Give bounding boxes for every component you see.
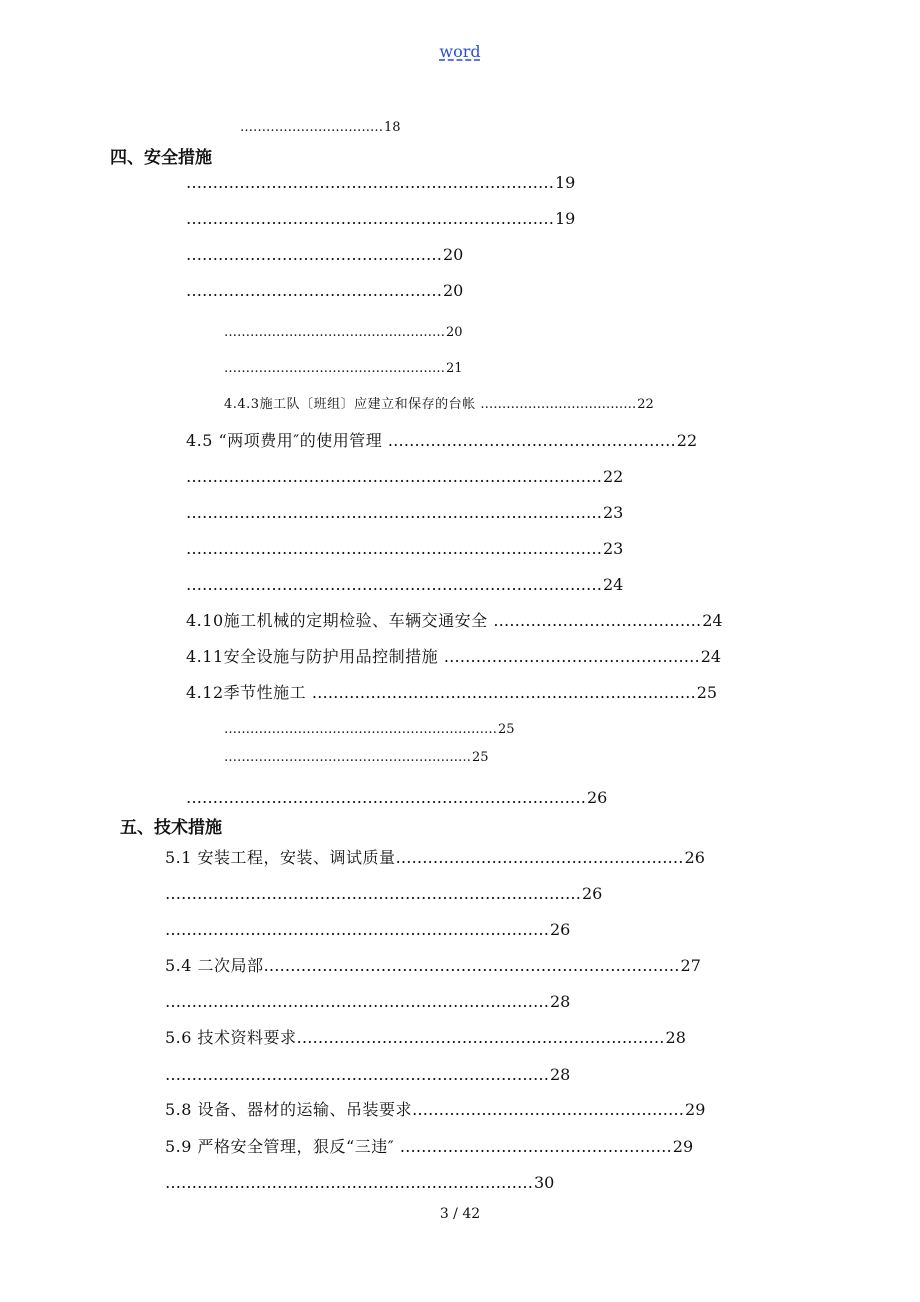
toc-entry-page: 22	[637, 397, 654, 412]
toc-entry[interactable]	[224, 395, 654, 415]
toc-leader-dots: ………………………………………………………………	[165, 920, 549, 939]
toc-entry-page: 23	[603, 503, 624, 522]
toc-entry[interactable]	[186, 173, 575, 193]
toc-entry-label: 4.5 “两项费用″的使用管理	[186, 431, 388, 450]
toc-entry[interactable]	[186, 467, 623, 487]
toc-entry[interactable]	[186, 245, 463, 265]
toc-entry[interactable]	[165, 920, 570, 940]
toc-entry-page: 24	[702, 611, 723, 630]
toc-leader-dots: ………………………………………………………………	[311, 683, 696, 702]
section-heading-technical[interactable]: 五、技术措施	[120, 818, 222, 838]
toc-entry-page: 24	[700, 647, 722, 666]
toc-entry-page: 21	[446, 361, 463, 376]
toc-entry-page: 22	[603, 467, 624, 486]
toc-leader-dots: ……………………………………………………………………	[186, 467, 602, 486]
toc-entry-page: 20	[446, 325, 463, 340]
toc-entry-page: 24	[603, 575, 624, 594]
toc-entry-label: 4.10施工机械的定期检验、车辆交通安全	[186, 611, 494, 630]
toc-entry-page: 19	[555, 209, 576, 228]
toc-entry-page: 26	[582, 884, 603, 903]
toc-entry[interactable]	[224, 720, 515, 740]
toc-entry[interactable]	[224, 359, 463, 379]
toc-entry-page: 20	[443, 281, 464, 300]
toc-leader-dots: ………………………………………………………………	[165, 992, 549, 1011]
toc-entry[interactable]	[186, 209, 575, 229]
toc-leader-dots: ……………………………………………………………	[165, 1173, 533, 1192]
toc-entry[interactable]	[165, 992, 570, 1012]
toc-entry-label: 4.4.3施工队〔班组〕应建立和保存的台帐	[224, 397, 481, 412]
toc-entry-page: 22	[676, 431, 698, 450]
toc-entry-page: 25	[472, 750, 489, 765]
toc-entry[interactable]	[186, 575, 623, 595]
toc-entry[interactable]	[165, 1028, 686, 1048]
header-word-link[interactable]: word	[439, 42, 481, 61]
toc-leader-dots: ………………………………………………	[395, 848, 684, 867]
toc-leader-dots: ……………………………………………………………………	[186, 539, 602, 558]
toc-entry[interactable]	[165, 884, 602, 904]
toc-entry[interactable]	[186, 281, 463, 301]
toc-entry[interactable]	[186, 611, 723, 631]
toc-entry-page: 28	[550, 992, 571, 1011]
toc-leader-dots: …………………………………………	[186, 245, 442, 264]
toc-entry[interactable]	[165, 956, 701, 976]
toc-entry[interactable]	[186, 539, 623, 559]
toc-entry-page: 23	[603, 539, 624, 558]
toc-entry[interactable]	[186, 788, 607, 808]
toc-leader-dots: ………………………………………………………………	[165, 1065, 549, 1084]
toc-entry-label: 5.6 技术资料要求	[165, 1028, 297, 1047]
toc-entry[interactable]	[165, 1065, 570, 1085]
toc-entry[interactable]	[186, 683, 717, 703]
toc-leader-dots: ……………………………………………………………………	[263, 956, 680, 975]
toc-entry-label: 5.8 设备、器材的运输、吊装要求	[165, 1100, 413, 1119]
toc-entry[interactable]	[186, 503, 623, 523]
toc-leader-dots: ……………………………………………………………	[186, 173, 554, 192]
toc-leader-dots: ……………………………………………………………………	[186, 503, 602, 522]
toc-leader-dots: …………………………………………	[186, 281, 442, 300]
toc-leader-dots: ……………………………………………………………………	[165, 884, 581, 903]
toc-entry[interactable]	[165, 1100, 705, 1120]
toc-entry-page: 26	[550, 920, 571, 939]
toc-leader-dots: …………………………………………………………………	[186, 788, 586, 807]
toc-leader-dots: ………………………………	[480, 397, 637, 412]
toc-leader-dots: ……………………………………………	[224, 325, 445, 340]
toc-entry-page: 18	[384, 120, 401, 135]
page-indicator: 3 / 42	[439, 1206, 481, 1222]
toc-entry-page: 26	[587, 788, 608, 807]
toc-entry-page: 29	[672, 1137, 694, 1156]
toc-entry-page: 29	[685, 1100, 706, 1119]
toc-entry-page: 20	[443, 245, 464, 264]
section-heading-safety[interactable]: 四、安全措施	[110, 148, 212, 168]
toc-leader-dots: ……………………………………………	[224, 361, 445, 376]
toc-entry-page: 27	[680, 956, 701, 975]
toc-leader-dots: ……………………………………………………………	[186, 209, 554, 228]
toc-entry[interactable]	[165, 1173, 554, 1193]
toc-leader-dots: ……………………………………………	[412, 1100, 685, 1119]
toc-entry-page: 28	[665, 1028, 686, 1047]
toc-entry-label: 4.11安全设施与防护用品控制措施	[186, 647, 444, 666]
toc-entry-page: 30	[534, 1173, 555, 1192]
toc-leader-dots: ……………………………………………………………	[296, 1028, 665, 1047]
toc-entry-label: 5.4 二次局部	[165, 956, 264, 975]
toc-entry-page: 25	[498, 722, 515, 737]
toc-entry[interactable]	[186, 647, 721, 667]
toc-entry[interactable]	[224, 323, 463, 343]
toc-entry-page: 28	[550, 1065, 571, 1084]
toc-entry-label: 5.1 安装工程，安装、调试质量	[165, 848, 396, 867]
toc-leader-dots: ………………………………………………	[387, 431, 676, 450]
toc-entry-page: 25	[696, 683, 718, 702]
toc-leader-dots: ……………………………	[240, 120, 383, 135]
toc-leader-dots: ………………………………………………………	[224, 722, 497, 737]
toc-entry[interactable]	[186, 431, 697, 451]
toc-leader-dots: …………………………………	[493, 611, 702, 630]
toc-entry-page: 19	[555, 173, 576, 192]
toc-leader-dots: …………………………………………	[443, 647, 700, 666]
toc-leader-dots: ……………………………………………	[399, 1137, 672, 1156]
toc-entry-page: 26	[684, 848, 705, 867]
toc-entry[interactable]	[240, 118, 401, 138]
toc-entry[interactable]	[165, 848, 705, 868]
toc-entry[interactable]	[224, 748, 489, 768]
toc-entry-label: 4.12季节性施工	[186, 683, 312, 702]
toc-leader-dots: ……………………………………………………………………	[186, 575, 602, 594]
toc-leader-dots: …………………………………………………	[224, 750, 471, 765]
toc-entry-label: 5.9 严格安全管理，狠反“三违″	[165, 1137, 400, 1156]
toc-entry[interactable]	[165, 1137, 693, 1157]
